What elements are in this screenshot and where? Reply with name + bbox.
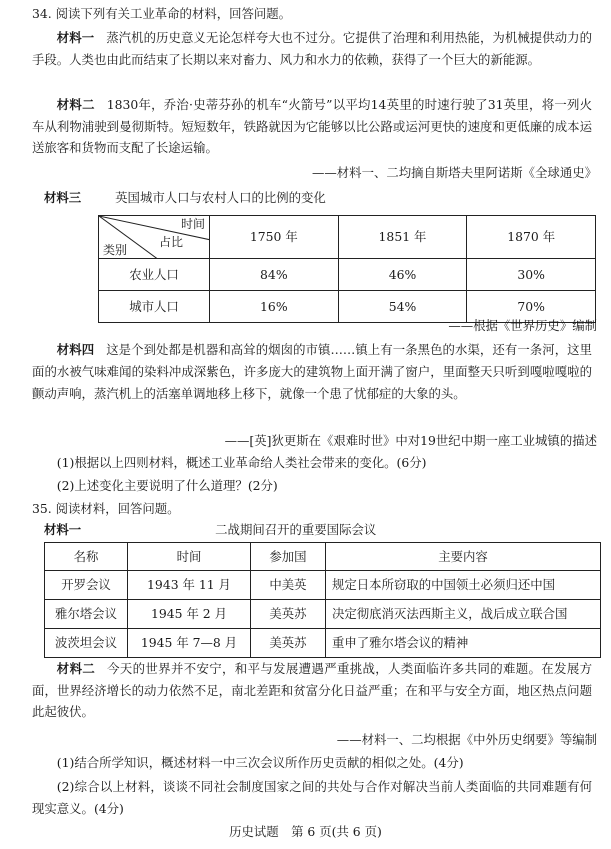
q34-question-1: (1)根据以上四则材料，概述工业革命给人类社会带来的变化。(6分) xyxy=(56,455,427,470)
q34-title: 34. 阅读下列有关工业革命的材料，回答问题。 xyxy=(32,6,292,21)
table-cell: 84% xyxy=(210,259,339,291)
header-content: 主要内容 xyxy=(326,543,601,571)
conference-countries: 美英苏 xyxy=(251,600,326,629)
q34-material-1 xyxy=(32,27,592,70)
year-header: 1851 年 xyxy=(338,216,467,259)
corner-label-ratio: 占比 xyxy=(158,235,183,249)
population-table xyxy=(98,215,596,323)
table-corner-cell xyxy=(99,216,210,259)
year-header: 1870 年 xyxy=(467,216,596,259)
conference-time: 1943 年 11 月 xyxy=(128,571,251,600)
q34-m4-text: 这是个到处都是机器和高耸的烟囱的市镇……镇上有一条黑色的水渠，还有一条河，这里面的水被气味难闻的染料冲成深紫色，许多庞大的建筑物上面开满了窗户，里面整天只听到嘎啦嘎啦的颤动声响，蒸汽机上的活塞单调地移上移下，就像一个患了忧郁症的大象的头。 xyxy=(32,342,593,401)
table-row xyxy=(99,259,596,291)
table-row xyxy=(45,629,601,658)
row-label: 农业人口 xyxy=(99,259,210,291)
conference-countries: 中美英 xyxy=(251,571,326,600)
conference-content: 重申了雅尔塔会议的精神 xyxy=(326,629,601,658)
q34-m3-credit: ——根据《世界历史》编制 xyxy=(448,318,597,333)
q35-question-1: (1)结合所学知识，概述材料一中三次会议所作历史贡献的相似之处。(4分) xyxy=(56,755,464,770)
table-cell: 54% xyxy=(338,291,467,323)
conference-table xyxy=(44,542,601,658)
q34-m2-label: 材料二 xyxy=(56,97,95,112)
q35-material-1-head xyxy=(32,520,592,539)
q35-material-2 xyxy=(32,658,592,723)
q34-m1-text: 蒸汽机的历史意义无论怎样夸大也不过分。它提供了治理和利用热能，为机械提供动力的手段。人类也由此而结束了长期以来对畜力、风力和水力的依赖，获得了一个巨大的新能源。 xyxy=(32,30,593,67)
conference-name: 开罗会议 xyxy=(45,571,128,600)
q35-m1-label: 材料一 xyxy=(44,522,82,537)
conference-time: 1945 年 7—8 月 xyxy=(128,629,251,658)
row-label: 城市人口 xyxy=(99,291,210,323)
corner-label-time: 时间 xyxy=(180,217,205,231)
q34-m3-label: 材料三 xyxy=(44,190,82,205)
table-cell: 30% xyxy=(467,259,596,291)
table-cell: 70% xyxy=(467,291,596,323)
table-header-row xyxy=(45,543,601,571)
page-footer: 历史试题 第 6 页(共 6 页) xyxy=(229,824,382,839)
table-header-row xyxy=(99,216,596,259)
conference-name: 波茨坦会议 xyxy=(45,629,128,658)
q34-m4-label: 材料四 xyxy=(56,342,95,357)
q34-m3-title: 英国城市人口与农村人口的比例的变化 xyxy=(115,190,326,205)
q35-m12-credit: ——材料一、二均根据《中外历史纲要》等编制 xyxy=(336,732,597,747)
header-name: 名称 xyxy=(45,543,128,571)
q34-m12-credit: ——材料一、二均摘自斯塔夫里阿诺斯《全球通史》 xyxy=(312,165,597,180)
q35-question-2: (2)综合以上材料，谈谈不同社会制度国家之间的共处与合作对解决当前人类面临的共同难题有何现实意义。(4分) xyxy=(32,779,592,816)
q34-material-4 xyxy=(32,339,592,404)
q34-m4-credit: ——[英]狄更斯在《艰难时世》中对19世纪中期一座工业城镇的描述 xyxy=(224,433,597,448)
table-row xyxy=(45,571,601,600)
q34-material-2 xyxy=(32,94,592,159)
q34-m1-label: 材料一 xyxy=(56,30,95,45)
q34-material-3-head xyxy=(32,188,592,207)
year-header: 1750 年 xyxy=(210,216,339,259)
conference-countries: 美英苏 xyxy=(251,629,326,658)
conference-time: 1945 年 2 月 xyxy=(128,600,251,629)
q34-question-2: (2)上述变化主要说明了什么道理？(2分) xyxy=(56,478,278,493)
conference-name: 雅尔塔会议 xyxy=(45,600,128,629)
header-countries: 参加国 xyxy=(251,543,326,571)
conference-content: 规定日本所窃取的中国领土必须归还中国 xyxy=(326,571,601,600)
table-cell: 16% xyxy=(210,291,339,323)
q35-title: 35. 阅读材料，回答问题。 xyxy=(32,501,180,516)
q34-m2-text: 1830年，乔治·史蒂芬孙的机车“火箭号”以平均14英里的时速行驶了31英里，将一列火车从利物浦驶到曼彻斯特。短短数年，铁路就因为它能够以比公路或运河更快的速度和更低廉的成本运送旅客和货物而支配了长途运输。 xyxy=(32,97,592,155)
q35-m1-title: 二战期间召开的重要国际会议 xyxy=(215,522,377,537)
conference-content: 决定彻底消灭法西斯主义，战后成立联合国 xyxy=(326,600,601,629)
q35-m2-label: 材料二 xyxy=(56,661,96,676)
q35-m2-text: 今天的世界并不安宁，和平与发展遭遇严重挑战，人类面临许多共同的难题。在发展方面，世界经济增长的动力依然不足，南北差距和贫富分化日益严重；在和平与安全方面，地区热点问题此起彼伏。 xyxy=(32,661,593,719)
table-cell: 46% xyxy=(338,259,467,291)
header-time: 时间 xyxy=(128,543,251,571)
table-row xyxy=(45,600,601,629)
corner-label-type: 类别 xyxy=(103,243,128,257)
